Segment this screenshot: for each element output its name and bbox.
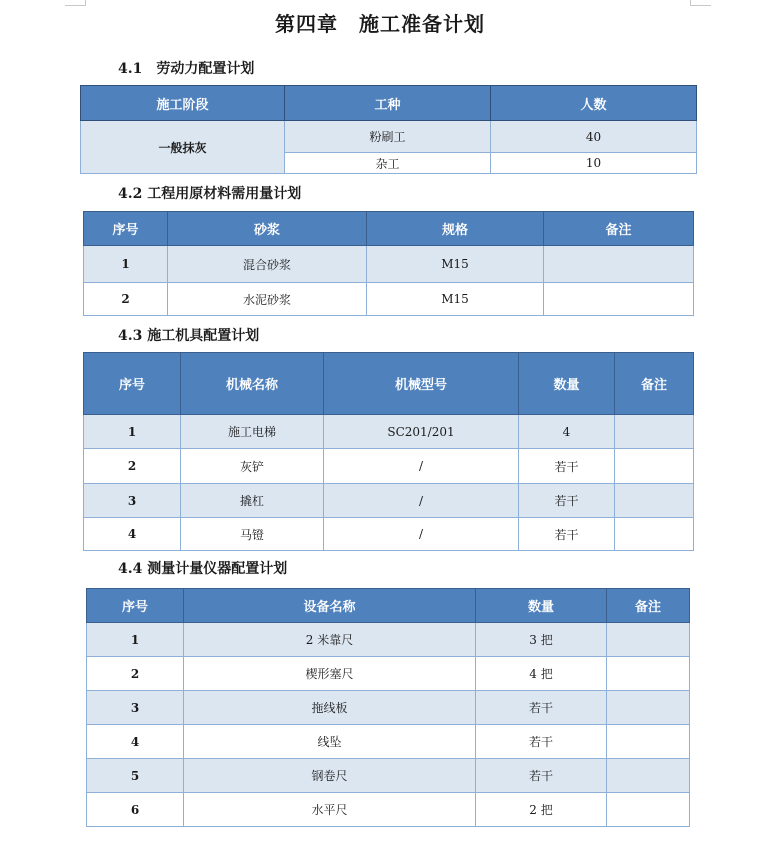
header-cell: 备注	[544, 212, 694, 246]
instrument-name: 钢卷尺	[184, 759, 476, 793]
row-number: 2	[84, 283, 168, 316]
header-cell: 设备名称	[184, 589, 476, 623]
header-cell: 砂浆	[168, 212, 367, 246]
note-cell	[615, 449, 694, 484]
row-number: 1	[87, 623, 184, 657]
page-corner-mark-right	[690, 0, 711, 6]
machine-name: 施工电梯	[181, 415, 324, 449]
row-number: 2	[87, 657, 184, 691]
labor-table-header	[81, 86, 697, 121]
count-cell: 10	[491, 153, 697, 174]
row-number: 5	[87, 759, 184, 793]
table-row	[84, 415, 694, 449]
header-cell: 工种	[285, 86, 491, 121]
quantity-cell: 4 把	[476, 657, 607, 691]
machine-model: /	[324, 484, 519, 518]
instrument-name: 楔形塞尺	[184, 657, 476, 691]
row-number: 1	[84, 246, 168, 283]
page-corner-mark-left	[65, 0, 86, 6]
instrument-name: 水平尺	[184, 793, 476, 827]
spec-cell: M15	[367, 283, 544, 316]
header-cell: 序号	[84, 212, 168, 246]
materials-table	[83, 211, 694, 316]
note-cell	[607, 691, 690, 725]
instrument-name: 线坠	[184, 725, 476, 759]
spec-cell: M15	[367, 246, 544, 283]
mortar-name: 水泥砂浆	[168, 283, 367, 316]
note-cell	[607, 623, 690, 657]
row-number: 4	[87, 725, 184, 759]
row-number: 2	[84, 449, 181, 484]
note-cell	[544, 283, 694, 316]
table-row	[84, 246, 694, 283]
quantity-cell: 若干	[519, 484, 615, 518]
row-number: 1	[84, 415, 181, 449]
machinery-table-header	[84, 353, 694, 415]
stage-cell: 一般抹灰	[81, 121, 285, 174]
note-cell	[544, 246, 694, 283]
machine-model: /	[324, 518, 519, 551]
machinery-table	[83, 352, 694, 551]
table-row	[87, 657, 690, 691]
quantity-cell: 若干	[476, 691, 607, 725]
materials-table-header	[84, 212, 694, 246]
note-cell	[615, 415, 694, 449]
row-number: 6	[87, 793, 184, 827]
table-row	[84, 283, 694, 316]
quantity-cell: 若干	[476, 725, 607, 759]
table-row	[84, 518, 694, 551]
header-cell: 机械型号	[324, 353, 519, 415]
instrument-name: 拖线板	[184, 691, 476, 725]
chapter-title: 第四章 施工准备计划	[275, 12, 485, 36]
section-heading-machinery: 4.3 施工机具配置计划	[118, 328, 260, 344]
section-heading-instruments: 4.4 测量计量仪器配置计划	[118, 561, 288, 577]
mortar-name: 混合砂浆	[168, 246, 367, 283]
note-cell	[607, 793, 690, 827]
quantity-cell: 若干	[476, 759, 607, 793]
count-cell: 40	[491, 121, 697, 153]
table-row	[87, 691, 690, 725]
labor-table	[80, 85, 697, 174]
quantity-cell: 3 把	[476, 623, 607, 657]
note-cell	[607, 657, 690, 691]
header-cell: 人数	[491, 86, 697, 121]
instruments-table-header	[87, 589, 690, 623]
note-cell	[615, 518, 694, 551]
quantity-cell: 若干	[519, 518, 615, 551]
note-cell	[615, 484, 694, 518]
header-cell: 序号	[84, 353, 181, 415]
quantity-cell: 若干	[519, 449, 615, 484]
header-cell: 数量	[476, 589, 607, 623]
header-cell: 规格	[367, 212, 544, 246]
header-cell: 序号	[87, 589, 184, 623]
table-row	[87, 623, 690, 657]
table-row	[81, 121, 697, 153]
instruments-table	[86, 588, 690, 827]
row-number: 4	[84, 518, 181, 551]
table-row	[87, 725, 690, 759]
note-cell	[607, 725, 690, 759]
row-number: 3	[84, 484, 181, 518]
table-row	[87, 759, 690, 793]
table-row	[84, 449, 694, 484]
row-number: 3	[87, 691, 184, 725]
header-cell: 施工阶段	[81, 86, 285, 121]
table-row	[84, 484, 694, 518]
machine-name: 撬杠	[181, 484, 324, 518]
section-heading-materials: 4.2 工程用原材料需用量计划	[118, 186, 302, 202]
machine-name: 灰铲	[181, 449, 324, 484]
section-heading-labor: 4.1 劳动力配置计划	[118, 61, 255, 77]
header-cell: 备注	[615, 353, 694, 415]
quantity-cell: 2 把	[476, 793, 607, 827]
note-cell	[607, 759, 690, 793]
machine-name: 马镫	[181, 518, 324, 551]
trade-cell: 杂工	[285, 153, 491, 174]
table-row	[87, 793, 690, 827]
instrument-name: 2 米靠尺	[184, 623, 476, 657]
machine-model: /	[324, 449, 519, 484]
quantity-cell: 4	[519, 415, 615, 449]
machine-model: SC201/201	[324, 415, 519, 449]
header-cell: 数量	[519, 353, 615, 415]
trade-cell: 粉刷工	[285, 121, 491, 153]
header-cell: 机械名称	[181, 353, 324, 415]
header-cell: 备注	[607, 589, 690, 623]
